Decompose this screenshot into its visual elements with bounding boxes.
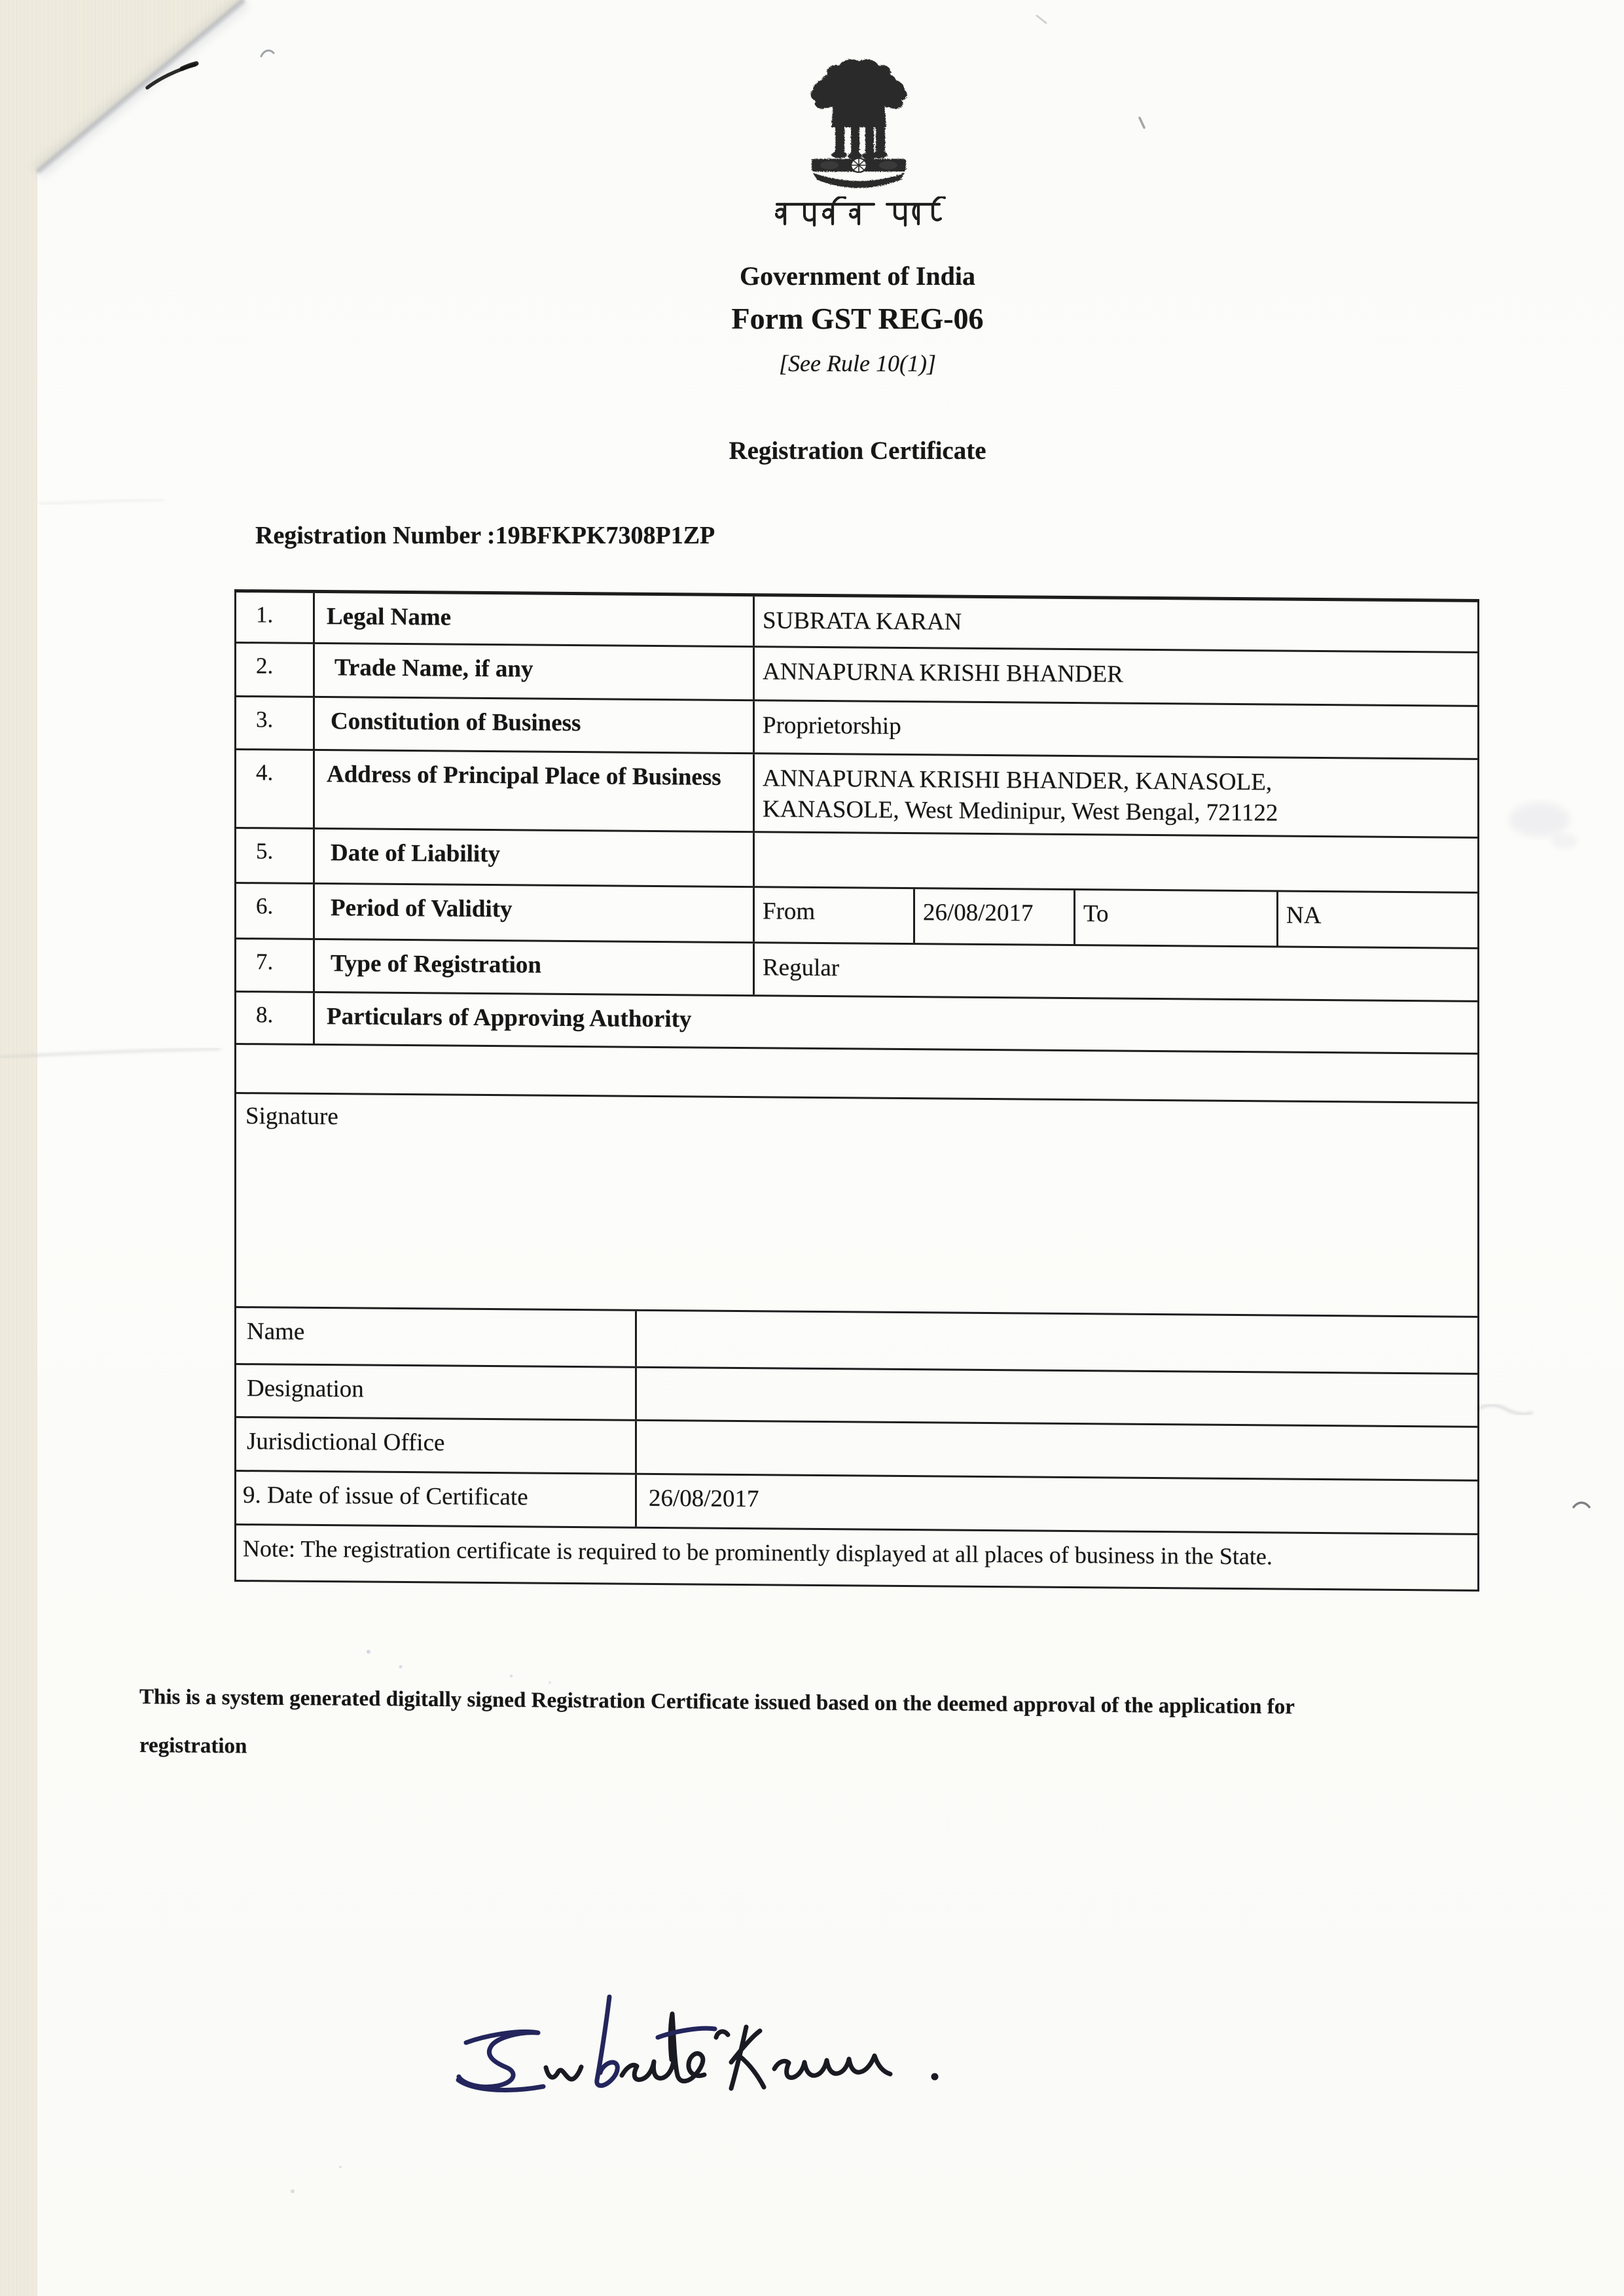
row-number: 4. <box>236 750 315 828</box>
row-value: 26/08/2017 <box>649 1484 759 1513</box>
certificate-title: Registration Certificate <box>729 437 986 465</box>
registration-number-label: Registration Number : <box>255 522 496 549</box>
row-value: SUBRATA KARAN <box>763 607 962 636</box>
registration-number-line <box>255 521 715 550</box>
row-label: Trade Name, if any <box>315 644 755 699</box>
row-label: Constitution of Business <box>315 698 755 752</box>
table-row-signature <box>236 1094 1477 1318</box>
row-label: Legal Name <box>315 593 755 646</box>
india-national-emblem <box>793 56 924 199</box>
row-value: Regular <box>763 954 840 982</box>
system-note-line-2: registration <box>139 1734 247 1758</box>
signature-cell: Signature <box>245 1102 338 1131</box>
empty-cell <box>236 1045 1477 1102</box>
row-label: Designation <box>236 1365 637 1419</box>
table-row-note <box>236 1525 1477 1590</box>
government-of-india-heading: Government of India <box>740 261 975 291</box>
motto-text <box>772 196 949 223</box>
row-label: Address of Principal Place of Business <box>315 751 755 831</box>
table-row-trade-name <box>236 644 1477 707</box>
table-row-name <box>236 1308 1477 1375</box>
table-row-designation <box>236 1365 1477 1428</box>
row-label: Period of Validity <box>315 884 755 941</box>
validity-to-value: NA <box>1286 902 1322 930</box>
table-row-legal-name <box>236 592 1477 653</box>
lion-capital-icon <box>793 56 924 199</box>
table-row-date-of-issue <box>236 1472 1477 1535</box>
table-row-constitution <box>236 697 1477 760</box>
row-number: 6. <box>236 884 315 938</box>
system-note-line-1: This is a system generated digitally signed Registration Certificate issued based on the deemed approval of the application for <box>139 1685 1295 1719</box>
row-label: 9. Date of issue of Certificate <box>236 1472 637 1527</box>
registration-number-value: 19BFKPK7308P1ZP <box>495 522 715 549</box>
row-value <box>755 754 1477 837</box>
row-value: Proprietorship <box>763 712 901 740</box>
table-row-approving-authority <box>236 993 1477 1055</box>
row-value <box>755 833 1477 892</box>
address-line-2: KANASOLE, West Medinipur, West Bengal, 721122 <box>763 795 1278 827</box>
dharma-chakra-icon <box>851 158 867 172</box>
validity-to-label: To <box>1075 890 1278 945</box>
row-value <box>637 1311 1477 1373</box>
row-label: Name <box>236 1308 637 1366</box>
row-number: 1. <box>236 592 315 642</box>
table-row-type-of-registration <box>236 939 1477 1002</box>
row-number: 3. <box>236 697 315 749</box>
row-number: 7. <box>236 939 315 991</box>
signature-text <box>484 2043 607 2065</box>
form-title-heading: Form GST REG-06 <box>731 302 984 335</box>
row-value: ANNAPURNA KRISHI BHANDER <box>763 658 1123 688</box>
system-generated-note <box>139 1685 1488 1770</box>
abacus-horse-silhouette <box>820 161 839 169</box>
abacus-bull-silhouette <box>879 161 897 169</box>
row-number: 5. <box>236 829 315 883</box>
row-number: 2. <box>236 644 315 696</box>
validity-from-label: From <box>755 888 915 943</box>
address-line-1: ANNAPURNA KRISHI BHANDER, KANASOLE, <box>763 765 1272 796</box>
rule-reference: [See Rule 10(1)] <box>779 350 936 376</box>
table-row-address <box>236 750 1477 839</box>
row-label: Particulars of Approving Authority <box>327 1003 692 1033</box>
note-text: Note: The registration certificate is required to be prominently displayed at all places of business in the State. <box>243 1535 1272 1570</box>
validity-from-value: 26/08/2017 <box>915 889 1075 944</box>
row-label: Jurisdictional Office <box>236 1418 637 1473</box>
table-row-period-of-validity <box>236 884 1477 949</box>
row-value <box>637 1368 1477 1426</box>
table-row-date-of-liability <box>236 829 1477 894</box>
row-label: Date of Liability <box>315 829 755 886</box>
row-label: Type of Registration <box>315 940 755 994</box>
registration-table <box>234 589 1479 1592</box>
table-row-jurisdictional-office <box>236 1418 1477 1482</box>
row-number: 8. <box>236 993 315 1044</box>
row-value <box>637 1421 1477 1480</box>
